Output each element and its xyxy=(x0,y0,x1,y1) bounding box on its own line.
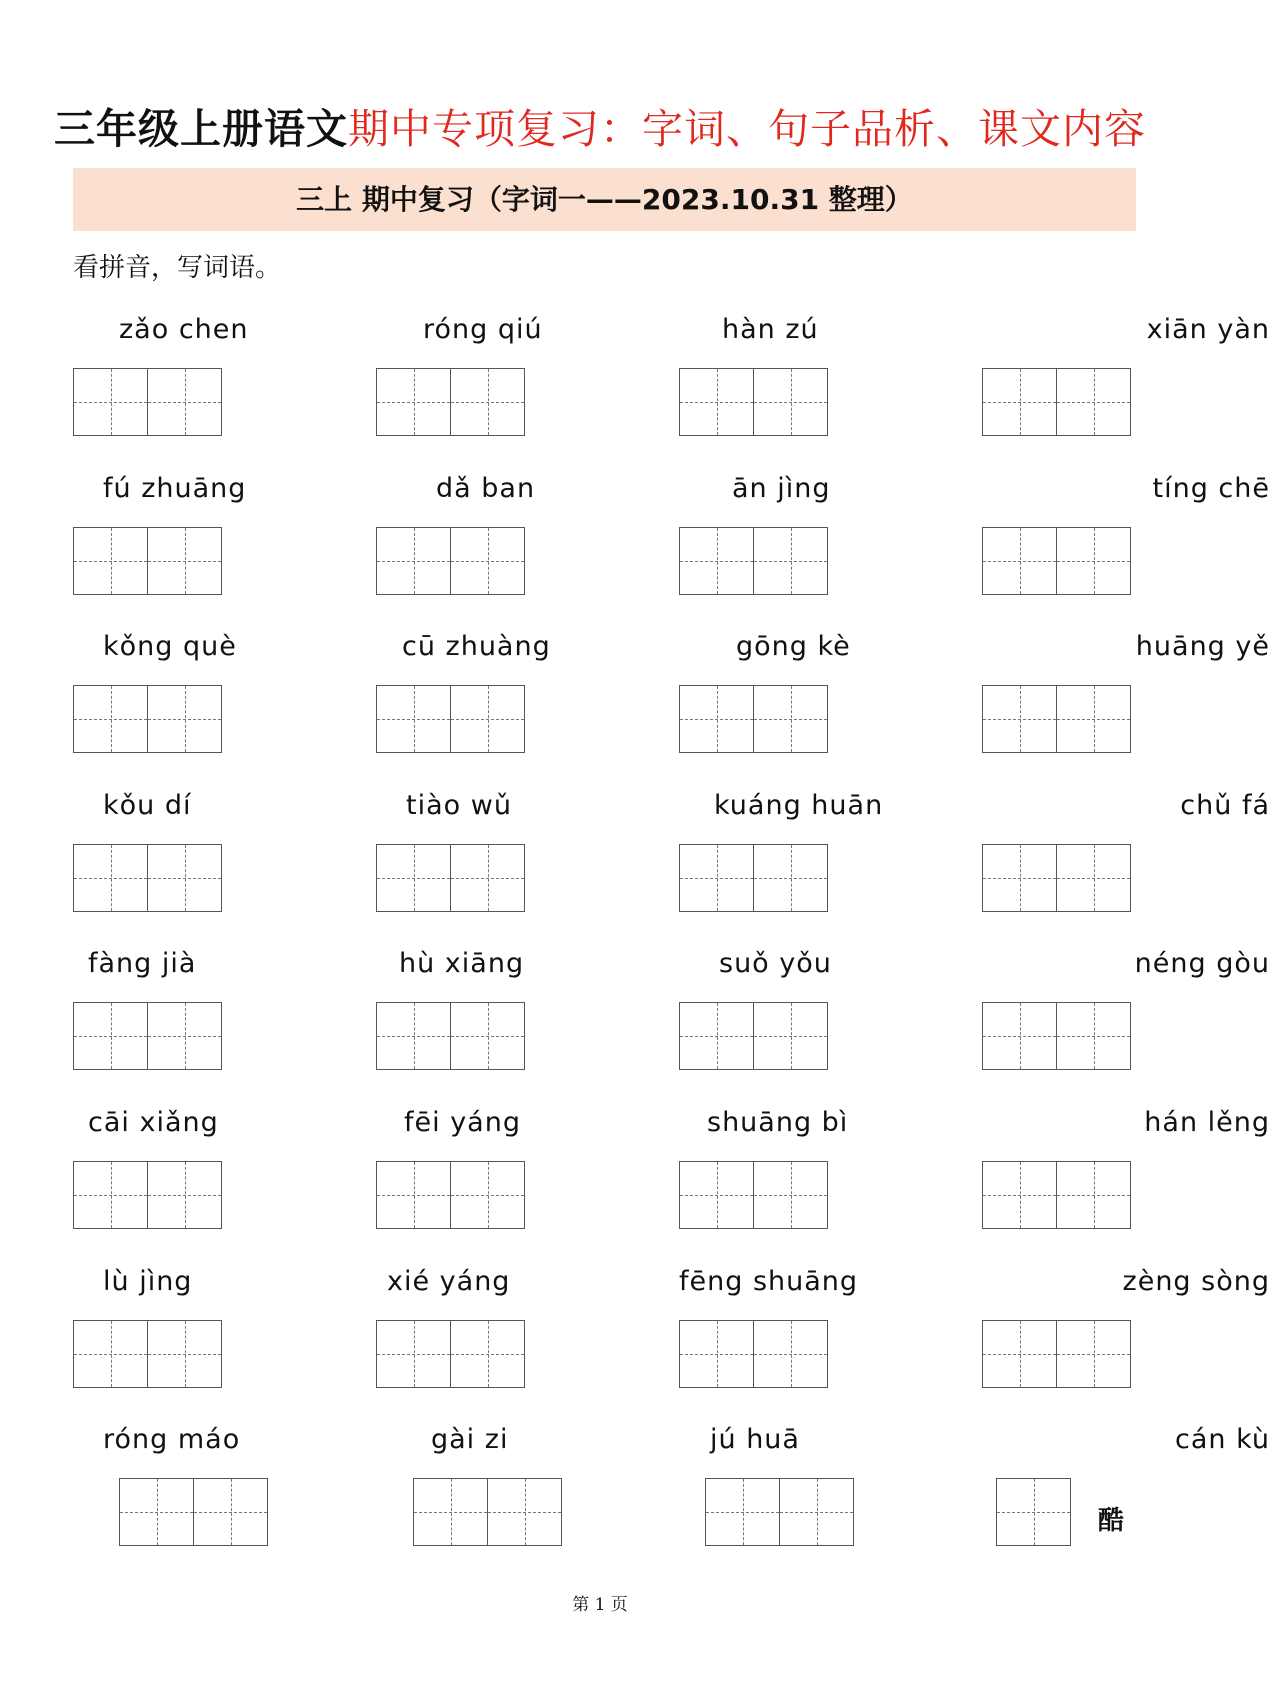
writing-grid xyxy=(73,527,222,595)
pinyin-label: xié yáng xyxy=(387,1266,511,1297)
tianzige-box[interactable] xyxy=(706,1478,780,1546)
tianzige-box[interactable] xyxy=(983,685,1057,753)
pinyin-label: gōng kè xyxy=(736,631,851,662)
pinyin-label: fēi yáng xyxy=(404,1107,521,1138)
writing-grid xyxy=(982,685,1131,753)
page-number: 第 1 页 xyxy=(572,1595,628,1615)
pinyin-label: fēng shuāng xyxy=(679,1266,859,1297)
tianzige-box[interactable] xyxy=(377,1161,451,1229)
word-item xyxy=(982,1103,1270,1253)
word-item xyxy=(679,1262,959,1412)
word-item xyxy=(376,469,656,619)
tianzige-box[interactable] xyxy=(194,1478,268,1546)
word-item xyxy=(982,1420,1270,1570)
tianzige-box[interactable] xyxy=(74,1002,148,1070)
writing-grid xyxy=(679,844,828,912)
writing-grid xyxy=(982,368,1131,436)
pinyin-label: hàn zú xyxy=(722,314,819,345)
writing-grid xyxy=(982,527,1131,595)
tianzige-box[interactable] xyxy=(680,844,754,912)
word-item xyxy=(679,627,959,777)
word-item xyxy=(376,1262,656,1412)
tianzige-box[interactable] xyxy=(1057,844,1131,912)
pinyin-label: gài zi xyxy=(431,1424,509,1455)
tianzige-box[interactable] xyxy=(451,527,525,595)
tianzige-box[interactable] xyxy=(377,527,451,595)
title-red: 期中专项复习：字词、句子品析、课文内容 xyxy=(348,105,1146,153)
tianzige-box[interactable] xyxy=(983,1320,1057,1388)
pinyin-label: xiān yàn xyxy=(1146,314,1270,345)
pinyin-label: cū zhuàng xyxy=(402,631,551,662)
tianzige-box[interactable] xyxy=(451,844,525,912)
writing-grid xyxy=(982,844,1131,912)
word-item xyxy=(73,627,353,777)
writing-grid xyxy=(705,1478,854,1546)
writing-grid xyxy=(679,1320,828,1388)
word-item xyxy=(73,469,353,619)
pinyin-label: huāng yě xyxy=(1135,631,1270,662)
tianzige-box[interactable] xyxy=(680,685,754,753)
pinyin-label: lù jìng xyxy=(103,1266,193,1297)
writing-grid xyxy=(982,1161,1131,1229)
writing-grid xyxy=(376,844,525,912)
word-item xyxy=(679,469,959,619)
word-item xyxy=(73,1420,353,1570)
tianzige-box[interactable] xyxy=(377,844,451,912)
pinyin-label: ān jìng xyxy=(732,473,831,504)
tianzige-box[interactable] xyxy=(377,368,451,436)
tianzige-box[interactable] xyxy=(754,685,828,753)
word-item xyxy=(376,1420,656,1570)
word-item xyxy=(982,310,1270,460)
writing-grid xyxy=(679,368,828,436)
tianzige-box[interactable] xyxy=(377,685,451,753)
title-black: 三年级上册语文 xyxy=(54,105,348,153)
tianzige-box[interactable] xyxy=(754,1161,828,1229)
tianzige-box[interactable] xyxy=(148,844,222,912)
word-item xyxy=(73,1262,353,1412)
writing-grid xyxy=(119,1478,268,1546)
tianzige-box[interactable] xyxy=(74,685,148,753)
tianzige-box[interactable] xyxy=(983,527,1057,595)
tianzige-box[interactable] xyxy=(74,1320,148,1388)
tianzige-box[interactable] xyxy=(451,1320,525,1388)
tianzige-box[interactable] xyxy=(377,1320,451,1388)
writing-grid xyxy=(376,527,525,595)
tianzige-box[interactable] xyxy=(983,368,1057,436)
pinyin-label: fú zhuāng xyxy=(103,473,247,504)
word-item xyxy=(679,310,959,460)
tianzige-box[interactable] xyxy=(1057,1320,1131,1388)
tianzige-box[interactable] xyxy=(754,1320,828,1388)
tianzige-box[interactable] xyxy=(74,368,148,436)
tianzige-box[interactable] xyxy=(983,844,1057,912)
tianzige-box[interactable] xyxy=(997,1478,1071,1546)
word-item xyxy=(679,944,959,1094)
word-item xyxy=(73,786,353,936)
word-item xyxy=(679,1420,959,1570)
pinyin-label: cāi xiǎng xyxy=(88,1107,219,1138)
tianzige-box[interactable] xyxy=(148,685,222,753)
pinyin-label: róng qiú xyxy=(423,314,543,345)
word-item xyxy=(982,786,1270,936)
tianzige-box[interactable] xyxy=(680,1320,754,1388)
tianzige-box[interactable] xyxy=(1057,1002,1131,1070)
tianzige-box[interactable] xyxy=(148,1161,222,1229)
pinyin-label: zèng sòng xyxy=(1122,1266,1270,1297)
writing-grid xyxy=(679,1161,828,1229)
tianzige-box[interactable] xyxy=(680,1161,754,1229)
tianzige-box[interactable] xyxy=(1057,1161,1131,1229)
tianzige-box[interactable] xyxy=(983,1161,1057,1229)
pinyin-label: tiào wǔ xyxy=(406,790,512,821)
tianzige-box[interactable] xyxy=(983,1002,1057,1070)
word-item xyxy=(376,786,656,936)
writing-grid xyxy=(376,1161,525,1229)
writing-grid xyxy=(73,1161,222,1229)
tianzige-box[interactable] xyxy=(74,1161,148,1229)
subtitle-band: 三上 期中复习（字词一——2023.10.31 整理） xyxy=(73,168,1136,231)
word-item xyxy=(679,786,959,936)
word-item xyxy=(73,310,353,460)
tianzige-box[interactable] xyxy=(754,368,828,436)
writing-grid xyxy=(376,368,525,436)
pinyin-label: hù xiāng xyxy=(399,948,525,979)
tianzige-box[interactable] xyxy=(414,1478,488,1546)
pinyin-label: kǒng què xyxy=(103,631,237,662)
writing-grid xyxy=(376,1320,525,1388)
writing-grid xyxy=(376,685,525,753)
tianzige-box[interactable] xyxy=(377,1002,451,1070)
pinyin-label: chǔ fá xyxy=(1180,790,1270,821)
tianzige-box[interactable] xyxy=(754,844,828,912)
word-item xyxy=(376,310,656,460)
pinyin-label: dǎ ban xyxy=(436,473,536,504)
tianzige-box[interactable] xyxy=(148,1002,222,1070)
main-title xyxy=(0,96,1200,155)
word-item xyxy=(982,469,1270,619)
tianzige-box[interactable] xyxy=(680,527,754,595)
pinyin-label: suǒ yǒu xyxy=(719,948,832,979)
writing-grid xyxy=(73,1320,222,1388)
tianzige-box[interactable] xyxy=(754,527,828,595)
tianzige-box[interactable] xyxy=(488,1478,562,1546)
writing-grid xyxy=(73,844,222,912)
word-item xyxy=(73,1103,353,1253)
word-item xyxy=(376,1103,656,1253)
pinyin-label: shuāng bì xyxy=(707,1107,849,1138)
tianzige-box[interactable] xyxy=(148,368,222,436)
tianzige-box[interactable] xyxy=(1057,685,1131,753)
pinyin-label: hán lěng xyxy=(1144,1107,1270,1138)
tianzige-box[interactable] xyxy=(120,1478,194,1546)
tianzige-box[interactable] xyxy=(74,527,148,595)
word-item xyxy=(376,627,656,777)
pinyin-label: fàng jià xyxy=(88,948,197,979)
writing-grid xyxy=(679,1002,828,1070)
tianzige-box[interactable] xyxy=(451,1161,525,1229)
word-item xyxy=(982,627,1270,777)
writing-grid xyxy=(73,1002,222,1070)
writing-grid xyxy=(413,1478,562,1546)
pinyin-label: jú huā xyxy=(710,1424,800,1455)
pinyin-label: róng máo xyxy=(103,1424,241,1455)
tianzige-box[interactable] xyxy=(74,844,148,912)
tianzige-box[interactable] xyxy=(451,368,525,436)
tianzige-box[interactable] xyxy=(148,527,222,595)
writing-grid xyxy=(73,685,222,753)
word-item xyxy=(982,944,1270,1094)
pinyin-label: kuáng huān xyxy=(714,790,884,821)
tianzige-box[interactable] xyxy=(451,1002,525,1070)
pinyin-label: cán kù xyxy=(1174,1424,1270,1455)
word-item xyxy=(982,1262,1270,1412)
writing-grid xyxy=(982,1002,1131,1070)
pinyin-label: kǒu dí xyxy=(103,790,192,821)
tianzige-box[interactable] xyxy=(680,1002,754,1070)
writing-grid xyxy=(679,527,828,595)
tianzige-box[interactable] xyxy=(780,1478,854,1546)
tianzige-box[interactable] xyxy=(451,685,525,753)
writing-grid xyxy=(73,368,222,436)
pinyin-label: tíng chē xyxy=(1152,473,1270,504)
instruction: 看拼音，写词语。 xyxy=(73,253,282,283)
pinyin-label: zǎo chen xyxy=(119,314,249,345)
answer-hint: 酷 xyxy=(1098,1506,1125,1536)
writing-grid xyxy=(996,1478,1071,1546)
word-item xyxy=(376,944,656,1094)
tianzige-box[interactable] xyxy=(1057,527,1131,595)
pinyin-label: néng gòu xyxy=(1134,948,1270,979)
tianzige-box[interactable] xyxy=(148,1320,222,1388)
writing-grid xyxy=(679,685,828,753)
tianzige-box[interactable] xyxy=(1057,368,1131,436)
word-item xyxy=(73,944,353,1094)
tianzige-box[interactable] xyxy=(754,1002,828,1070)
word-item xyxy=(679,1103,959,1253)
writing-grid xyxy=(982,1320,1131,1388)
tianzige-box[interactable] xyxy=(680,368,754,436)
writing-grid xyxy=(376,1002,525,1070)
